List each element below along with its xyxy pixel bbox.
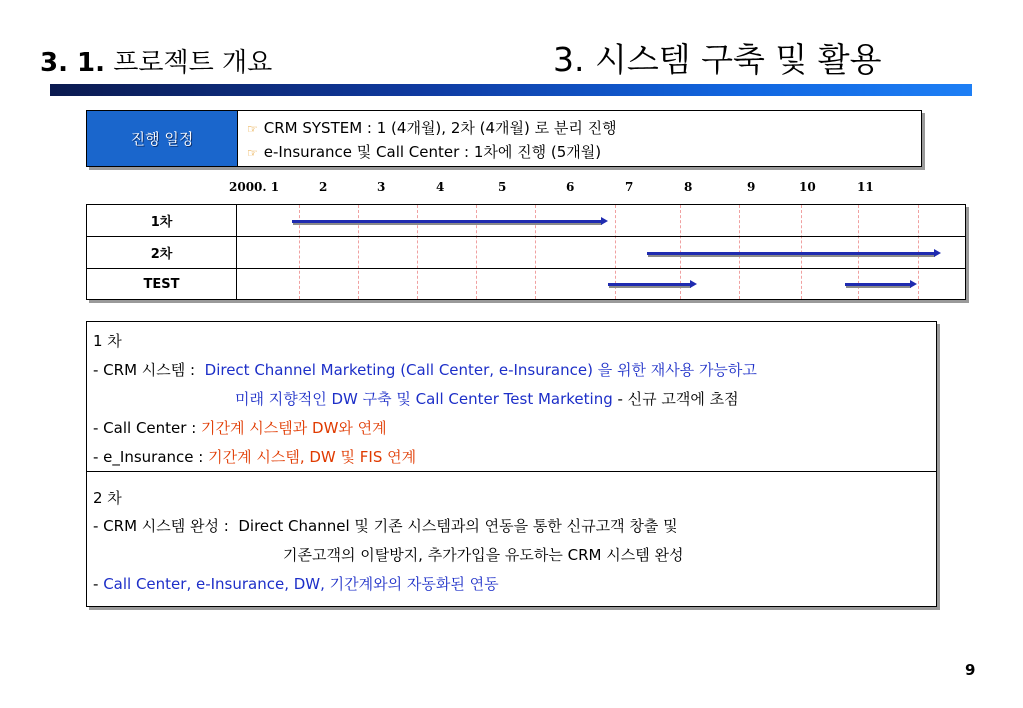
month-label: 6 — [566, 180, 575, 194]
gantt-chart — [86, 204, 966, 300]
phase2-line-3 — [93, 573, 499, 594]
phase1-crm-tail: - 신규 고객에 초점 — [612, 390, 739, 408]
phase1-callcenter-line — [93, 417, 387, 438]
month-label: 3 — [377, 180, 386, 194]
phase1-crm-line-2 — [235, 388, 739, 409]
phase2-line-1-prefix: - CRM 시스템 완성 : — [93, 517, 229, 535]
page-number: 9 — [965, 661, 976, 679]
phase1-heading: 1 차 — [93, 332, 122, 350]
month-label: 10 — [799, 180, 816, 194]
phase2-line-3-blue: Call Center, e-Insurance, DW, 기간계와의 자동화된 연동 — [103, 575, 499, 593]
month-label: 7 — [625, 180, 634, 194]
gantt-row-test — [87, 269, 965, 300]
month-label: 2000. 1 — [229, 180, 280, 194]
phase1-cc-red: 기간계 시스템과 DW와 연계 — [201, 419, 387, 437]
phase1-ei-prefix: - e_Insurance : — [93, 448, 204, 466]
section-subtitle — [40, 42, 272, 79]
phase1-crm-blue-1: Direct Channel Marketing (Call Center, e-Insurance) 을 위한 재사용 가능하고 — [204, 361, 757, 379]
detail-divider — [87, 471, 936, 472]
month-label: 5 — [498, 180, 507, 194]
phase1-crm-line — [93, 359, 757, 380]
schedule-line-1-text: CRM SYSTEM : 1 (4개월), 2차 (4개월) 로 분리 진행 — [263, 119, 617, 137]
schedule-line-2-text: e-Insurance 및 Call Center : 1차에 진행 (5개월) — [263, 143, 602, 161]
section-subtitle-text: 프로젝트 개요 — [105, 48, 273, 78]
gantt-row-label: 1차 — [87, 205, 237, 236]
gantt-bar — [608, 283, 690, 286]
gantt-bar — [292, 220, 601, 223]
schedule-label: 진행 일정 — [87, 111, 238, 166]
gantt-row-label: TEST — [87, 269, 237, 300]
month-label: 8 — [684, 180, 693, 194]
pointing-hand-icon: ☞ — [247, 146, 258, 160]
phase2-line-1 — [93, 515, 678, 536]
phase1-crm-prefix: - CRM 시스템 : — [93, 361, 196, 379]
month-label: 9 — [747, 180, 756, 194]
phase2-line-2: 기존고객의 이탈방지, 추가가입을 유도하는 CRM 시스템 완성 — [283, 546, 684, 564]
month-label: 2 — [319, 180, 328, 194]
phase1-crm-blue-2: 미래 지향적인 DW 구축 및 Call Center Test Marketing — [235, 390, 613, 408]
pointing-hand-icon: ☞ — [247, 122, 258, 136]
month-label: 4 — [436, 180, 445, 194]
phase2-line-1-text: Direct Channel 및 기존 시스템과의 연동을 통한 신규고객 창출 및 — [238, 517, 678, 535]
phase2-heading: 2 차 — [93, 489, 122, 507]
schedule-line-1 — [247, 117, 617, 138]
gantt-row-label: 2차 — [87, 237, 237, 268]
phase1-einsurance-line — [93, 446, 416, 467]
gantt-bar — [647, 252, 934, 255]
month-label: 11 — [857, 180, 874, 194]
phase1-ei-red: 기간계 시스템, DW 및 FIS 연계 — [208, 448, 417, 466]
phase1-cc-prefix: - Call Center : — [93, 419, 197, 437]
title-divider — [50, 84, 972, 96]
phase2-line-3-prefix: - — [93, 575, 104, 593]
page-title: 3. 시스템 구축 및 활용 — [553, 40, 882, 79]
section-number: 3. 1. — [40, 48, 105, 78]
schedule-box — [86, 110, 922, 167]
schedule-line-2 — [247, 141, 601, 162]
detail-box — [86, 321, 937, 607]
gantt-bar — [845, 283, 910, 286]
